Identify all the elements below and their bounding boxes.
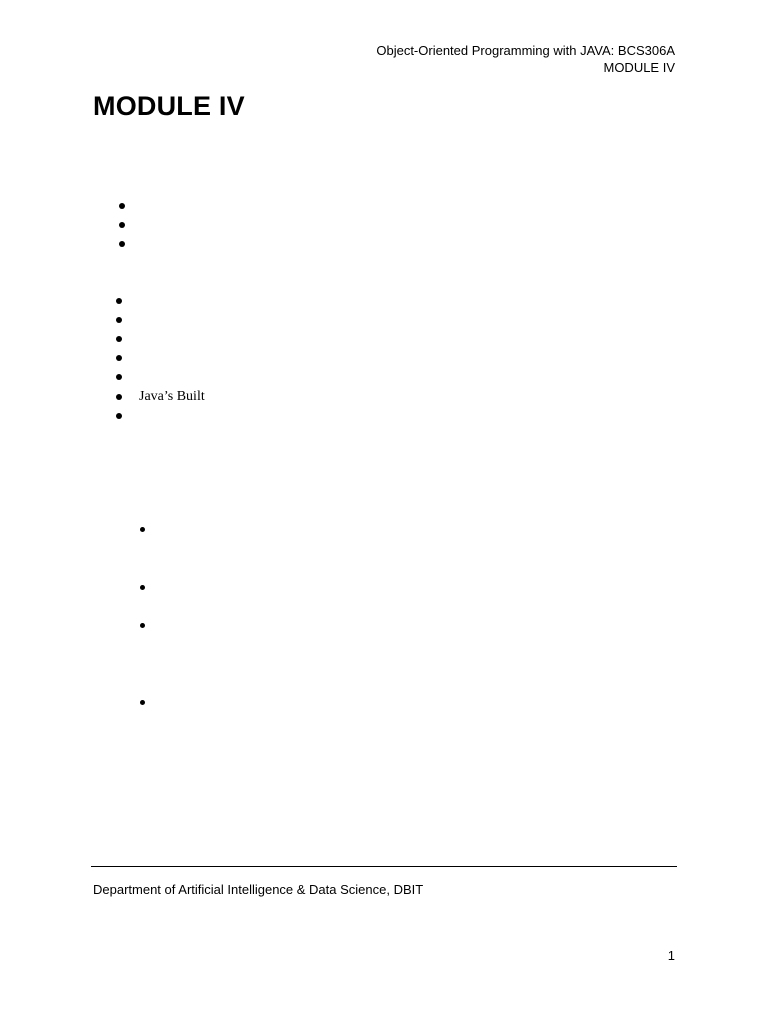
bullet-icon <box>116 317 122 323</box>
footer-department: Department of Artificial Intelligence & Data Science, DBIT <box>93 882 424 897</box>
bullet-icon <box>119 222 125 228</box>
bullet-icon <box>140 623 145 628</box>
bullet-icon <box>119 241 125 247</box>
page-header <box>376 42 675 76</box>
bullet-icon <box>116 298 122 304</box>
bullet-icon <box>116 374 122 380</box>
bullet-icon <box>116 413 122 419</box>
bullet-icon <box>116 355 122 361</box>
page-number: 1 <box>667 948 675 963</box>
bullet-icon <box>140 700 145 705</box>
bullet-icon <box>119 203 125 209</box>
list-item-javas-built: Java’s Built <box>139 389 205 404</box>
bullet-icon <box>140 585 145 590</box>
header-module-line: MODULE IV <box>603 60 675 75</box>
bullet-icon <box>116 336 122 342</box>
header-course-line: Object-Oriented Programming with JAVA: BCS306A <box>376 43 675 58</box>
bullet-icon <box>140 527 145 532</box>
page-title: MODULE IV <box>93 91 245 121</box>
footer-divider <box>91 866 677 867</box>
bullet-icon <box>116 394 122 400</box>
